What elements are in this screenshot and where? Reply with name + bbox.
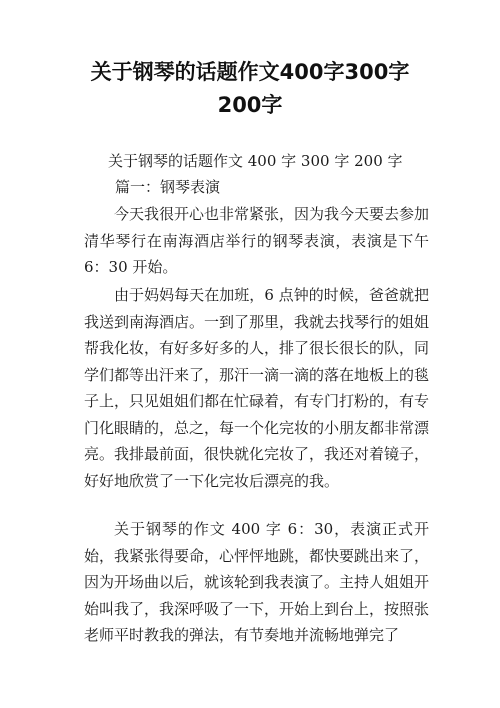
document-subtitle: 关于钢琴的话题作文 400 字 300 字 200 字 <box>108 152 403 170</box>
document-title-line1: 关于钢琴的话题作文400字300字 <box>90 60 410 84</box>
document-title-line2: 200字 <box>217 93 283 117</box>
paragraph-3: 关于钢琴的作文 400 字 6：30，表演正式开始，我紧张得要命，心怦怦地跳，都快要跳出来了，因为开场曲以后，就该轮到我表演了。主持人姐姐开始叫我了，我深呼吸了一下，开始上到台上，按照张老师平时教我的弹法，有节奏地并流畅地弹完了 <box>84 520 430 644</box>
paragraph-2: 由于妈妈每天在加班，6 点钟的时候，爸爸就把我送到南海酒店。一到了那里，我就去找琴行的姐姐帮我化妆，有好多好多的人，排了很长很长的队，同学们都等出汗来了，那汗一滴一滴的落在地板上的毯子上，只见姐姐们都在忙碌着，有专门打粉的，有专门化眼睛的，总之，每一个化完妆的小朋友都非常漂亮。我排最前面，很快就化完妆了，我还对着镜子，好好地欣赏了一下化完妆后漂亮的我。 <box>84 286 430 490</box>
section-heading: 篇一：钢琴表演 <box>115 178 221 196</box>
paragraph-1: 今天我很开心也非常紧张，因为我今天要去参加清华琴行在南海酒店举行的钢琴表演，表演是下午 6：30 开始。 <box>84 205 430 276</box>
